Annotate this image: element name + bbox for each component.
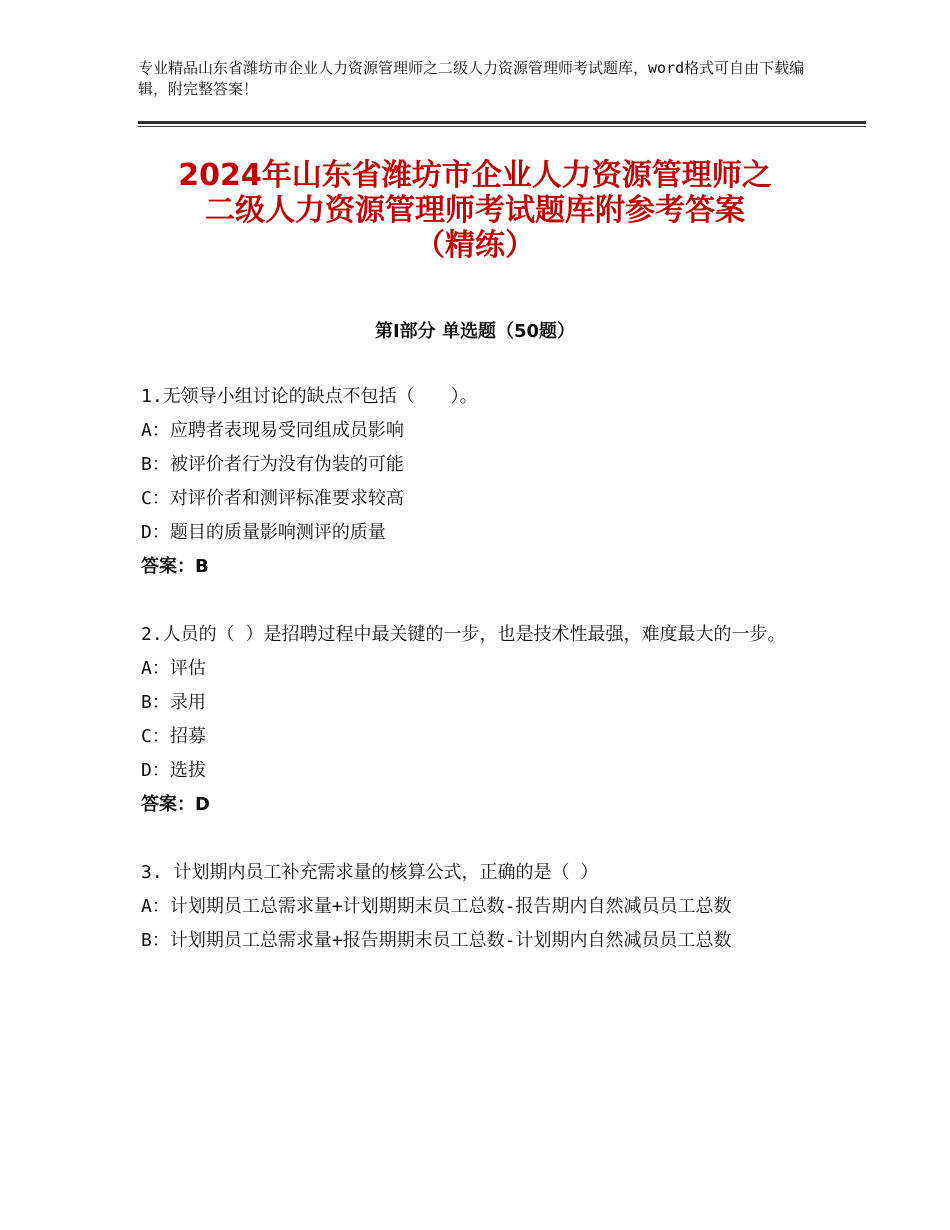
question-stem: 2.人员的（ ）是招聘过程中最关键的一步，也是技术性最强，难度最大的一步。 [141, 624, 786, 645]
option-a: A：评估 [141, 658, 206, 679]
header-rule-thin [138, 126, 866, 127]
question-stem: 1.无领导小组讨论的缺点不包括（ ）。 [141, 386, 478, 407]
question-1 [141, 380, 813, 584]
option-b: B：录用 [141, 692, 206, 713]
document-title [120, 158, 830, 263]
answer-line: 答案：B [141, 556, 209, 577]
section-heading: 第Ⅰ部分 单选题（50题） [374, 321, 575, 342]
option-c: C：对评价者和测评标准要求较高 [141, 488, 404, 509]
title-line: （精练） [415, 228, 535, 263]
option-b: B：计划期员工总需求量+报告期期末员工总数-计划期内自然减员员工总数 [141, 930, 732, 951]
option-a: A：计划期员工总需求量+计划期期末员工总数-报告期内自然减员员工总数 [141, 896, 732, 917]
header-note: 专业精品山东省潍坊市企业人力资源管理师之二级人力资源管理师考试题库，word格式可自由下载编辑，附完整答案！ [138, 59, 805, 98]
question-3 [141, 856, 813, 958]
question-list [141, 380, 813, 992]
option-d: D：题目的质量影响测评的质量 [141, 522, 386, 543]
title-line: 2024年山东省潍坊市企业人力资源管理师之 [178, 158, 772, 193]
option-b: B：被评价者行为没有伪装的可能 [141, 454, 404, 475]
answer-line: 答案：D [141, 794, 210, 815]
option-c: C：招募 [141, 726, 206, 747]
question-stem: 3. 计划期内员工补充需求量的核算公式，正确的是（ ） [141, 862, 599, 883]
header-rule-thick [138, 121, 866, 124]
option-d: D：选拔 [141, 760, 206, 781]
title-line: 二级人力资源管理师考试题库附参考答案 [205, 193, 745, 228]
question-2 [141, 618, 813, 822]
option-a: A：应聘者表现易受同组成员影响 [141, 420, 404, 441]
